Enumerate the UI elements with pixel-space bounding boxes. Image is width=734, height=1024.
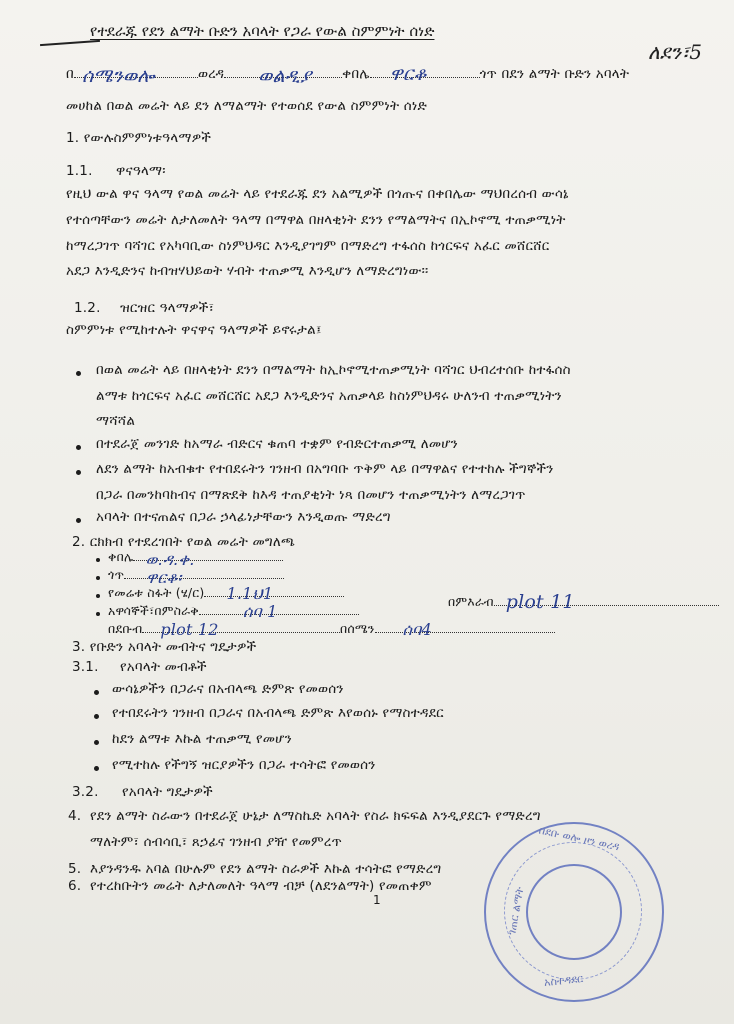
section-3-2-number: 3.2. — [72, 784, 99, 800]
duty-line: የደን ልማት ስራውን በተደራጀ ሁኔታ ለማስኬድ አባላት የስራ ክፍፍል እንዲያደርጉ የማድረግ — [90, 808, 541, 824]
item-number: 6. — [68, 878, 82, 894]
objective-line: በጋራ በመንከባከብና በማጽደቅ ከእዳ ተጠያቂነት ነጻ በመሆን ተጠቃሚነትን ለማረጋገጥ — [96, 487, 526, 503]
intro-line-2: መሀከል በወል መሬት ላይ ደን ለማልማት የተወሰደ የውል ስምምነት ሰነድ — [66, 98, 427, 114]
got-row — [108, 567, 284, 587]
west-label: በምእራብ — [448, 594, 494, 609]
section-3-1-title: የአባላት መብቶች — [120, 659, 207, 675]
objective-line: በወል መሬት ላይ በዘላቂነት ደንን በማልማት ከኢኮኖሚተጠቃሚነት ባሻገር ህብረተሰቡ ከተፋሰስ — [96, 362, 571, 378]
objective-line: በተደራጀ መንገድ ከአማራ ብድርና ቁጠባ ተቋም የብድርተጠቃሚ ለመሆን — [96, 436, 458, 452]
woreda-value: ወልዲያ — [258, 65, 312, 87]
right-item: ውሳኔዎችን በጋራና በአብላጫ ድምጽ የመወሰን — [112, 681, 344, 697]
paragraph-line: አደጋ እንዲድንና ከብዝሃህይወት ሃብት ተጠቃሚ እንዲሆን ለማድረግነው፡፡ — [66, 263, 429, 279]
north-field — [375, 620, 555, 639]
south-field — [142, 620, 342, 639]
item-number: 4. — [68, 808, 82, 824]
section-2-heading: 2. ርክክብ የተደረገበት የወል መሬት መግለጫ — [72, 534, 296, 550]
woreda-field — [224, 65, 342, 87]
kebele-field — [133, 550, 283, 569]
right-item: የተበደሩትን ገንዘብ በጋራና በአብላጫ ድምጽ እየወሰኑ የማስተዳደር — [112, 705, 444, 721]
west-field — [494, 591, 719, 613]
official-stamp — [484, 822, 664, 1002]
intro-prefix: በ — [66, 66, 74, 82]
section-1-2-title: ዝርዝር ዓላማዎች፣ — [120, 300, 215, 316]
right-item: ከደን ልማቱ እኩል ተጠቃሚ የመሆን — [112, 731, 292, 747]
zone-field — [74, 65, 198, 87]
page-annotation: ለደን፣5 — [648, 40, 703, 64]
duty-line: ማለትም፣ ሰብሳቢ፣ ጸኃፊና ገንዘብ ያዥ የመምረጥ — [90, 834, 343, 850]
south-label: በደቡብ — [108, 621, 143, 636]
objective-line: ማሻሻል — [96, 413, 136, 429]
woreda-label: ወረዳ — [197, 66, 225, 82]
area-label: የመሬቱ ስፋት (ሄ/ር) — [108, 585, 205, 600]
zone-value: ሰሜንወሎ — [81, 65, 155, 87]
area-field — [204, 584, 344, 603]
north-label: በሰሜን — [340, 621, 375, 636]
section-3-heading: 3. የቡድን አባላት መብትና ግዴታዎች — [72, 639, 257, 655]
section-1-1-number: 1.1. — [66, 163, 93, 179]
duty-line: እያንዳንዱ አባል በሁሉም የደን ልማት ስራዎች እኩል ተሳትፎ የማድረግ — [90, 861, 442, 877]
stamp-ring-text: ገጠር ልማት — [505, 885, 527, 937]
north-row — [340, 621, 555, 637]
got-field — [124, 568, 284, 587]
east-field — [199, 602, 359, 621]
kebele-label: ቀበሌ — [108, 549, 134, 564]
section-1-1-title: ዋናዓላማ፡ — [116, 163, 166, 179]
right-item: የሚተከሉ የችግኝ ዝርያዎችን በጋራ ተሳትፎ የመወሰን — [112, 757, 376, 773]
got-label: ጎጥ — [108, 567, 125, 582]
north-value: ሰባ4 — [402, 620, 432, 639]
paragraph-line: ከማረጋገጥ ባሻገር የአካባቢው ስነምህዳር እንዲያገግም በማድረግ ተፋሰስ ከጎርፍና አፈር መሸርሸር — [66, 238, 550, 254]
intro-line-1 — [66, 63, 630, 87]
bullet-icon — [76, 470, 81, 475]
stamp-center — [526, 864, 622, 960]
neighbors-label: አዋሳኞች፣በምስራቅ — [108, 603, 199, 618]
section-1-2-number: 1.2. — [74, 300, 101, 316]
bullet-icon — [96, 594, 100, 598]
paragraph-line: የዚህ ውል ዋና ዓላማ የወል መሬት ላይ የተደራጁ ደን አልሚዎች በጎጡና በቀበሌው ማህበረሰብ ውሳኔ — [66, 186, 569, 202]
bullet-icon — [94, 714, 99, 719]
intro-suffix: ጎጥ በደን ልማት ቡድን አባላት — [479, 66, 630, 82]
kebele-value: ወ.ዳ.ቀ. — [145, 550, 195, 569]
paragraph-line: የተሰጣቸውን መሬት ለታለመለት ዓላማ በማዋል በዘላቂነት ደንን የማልማትና በኢኮኖሚ ተጠቃሚነት — [66, 212, 566, 228]
duty-line: የተረከቡትን መሬት ለታለመለት ዓላማ ብቻ (ለደንልማት) የመጠቀም — [90, 878, 432, 894]
west-row — [448, 591, 719, 613]
section-1-heading: 1. የውሉስምምነቱዓላማዎች — [66, 130, 212, 146]
bullet-icon — [96, 576, 100, 580]
bullet-icon — [96, 612, 100, 616]
page-number: 1 — [373, 893, 381, 907]
kebele-row — [108, 549, 283, 569]
kebele-field — [370, 63, 480, 85]
area-value: 1.1ህ1 — [226, 584, 274, 603]
bullet-icon — [94, 766, 99, 771]
area-row — [108, 585, 344, 601]
bullet-icon — [94, 740, 99, 745]
objective-line: አባላት በተናጠልና በጋራ ኃላፊነታቸውን እንዲወጡ ማድረግ — [96, 509, 391, 525]
kebele-value: ዋርቆ — [389, 63, 427, 85]
item-number: 5. — [68, 861, 82, 877]
stamp-outer-text: በደቡ ወሎ ዞን ወረዳ — [537, 823, 621, 854]
stamp-bottom-text: አስተዳደር — [543, 971, 584, 990]
section-1-2-intro: ስምምነቱ የሚከተሉት ዋናዋና ዓላማዎች ይኖሩታል፤ — [66, 322, 322, 338]
south-value: plot 12 — [160, 620, 219, 639]
south-row — [108, 621, 342, 637]
bullet-icon — [76, 371, 81, 376]
section-3-2-title: የአባላት ግዴታዎች — [122, 784, 213, 800]
bullet-icon — [76, 518, 81, 523]
bullet-icon — [94, 690, 99, 695]
pen-stroke — [40, 40, 100, 46]
bullet-icon — [96, 558, 100, 562]
document-title: የተደራጁ የደን ልማት ቡድን አባላት የጋራ የውል ስምምነት ሰነድ — [90, 22, 435, 40]
west-value: plot 11 — [505, 591, 575, 613]
kebele-label: ቀበሌ — [342, 66, 370, 82]
bullet-icon — [76, 445, 81, 450]
section-3-1-number: 3.1. — [72, 659, 99, 675]
objective-line: ለደን ልማት ከአብቁተ የተበደሩትን ገንዘብ በአግባቡ ጥቅም ላይ በማዋልና የተተከሉ ችግኞችን — [96, 461, 554, 477]
got-value: ዋርቆ፡ — [146, 568, 182, 587]
objective-line: ልማቱ ከጎርፍና አፈር መሸርሸር አደጋ እንዲድንና አጠቃላይ ከስነምህዳሩ ሁለንብ ተጠቃሚነትን — [96, 388, 562, 404]
east-row — [108, 603, 359, 619]
east-value: ሰባ 1 — [242, 602, 278, 621]
